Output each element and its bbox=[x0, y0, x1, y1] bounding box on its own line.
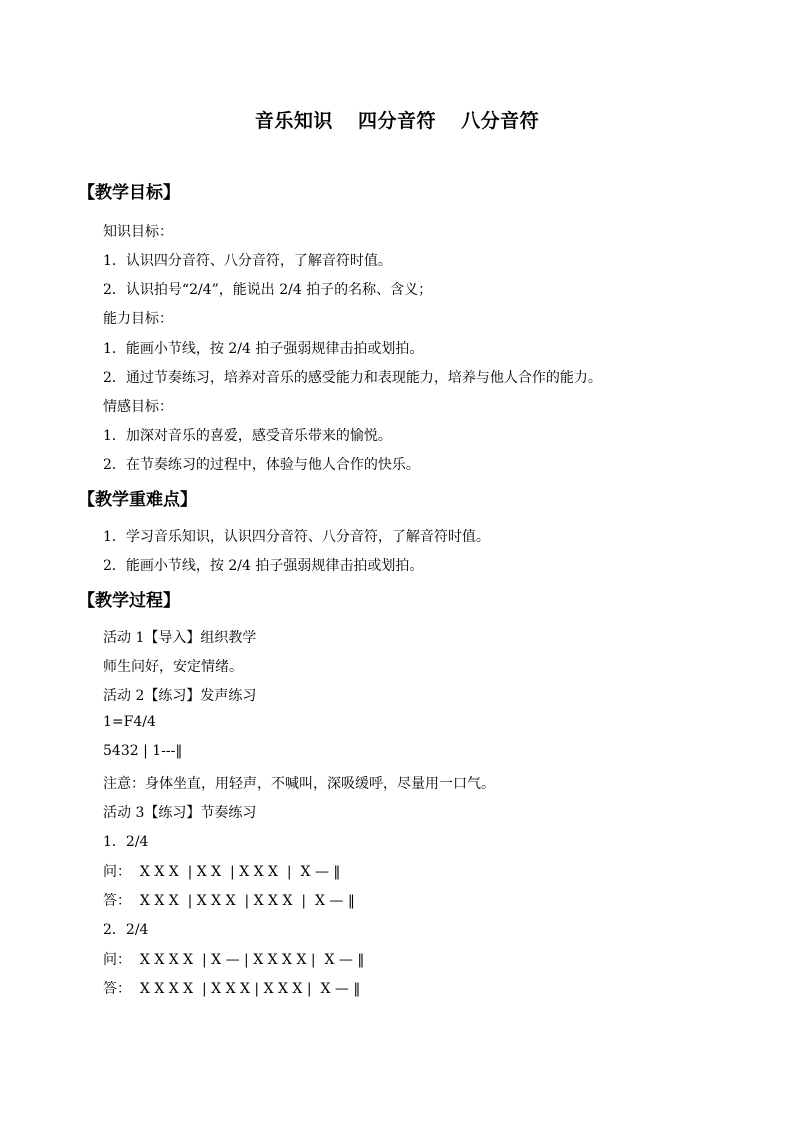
text-line: 1=F4/4 bbox=[103, 714, 156, 730]
text-line: 5432 | 1---‖ bbox=[103, 743, 183, 759]
text-line: 1．能画小节线，按 2/4 拍子强弱规律击拍或划拍。 bbox=[103, 341, 424, 357]
title-part: 四分音符 bbox=[357, 110, 436, 132]
rhythm-line: 答： X X X X | X X X | X X X | X — ‖ bbox=[103, 981, 361, 997]
text-line: 2．在节奏练习的过程中，体验与他人合作的快乐。 bbox=[103, 457, 420, 473]
title-part: 音乐知识 bbox=[254, 110, 333, 132]
section-heading-objectives: 【教学目标】 bbox=[78, 183, 180, 203]
rhythm-line: 答： X X X | X X X | X X X | X — ‖ bbox=[103, 893, 355, 909]
text-line: 能力目标： bbox=[103, 311, 173, 327]
text-line: 2．能画小节线，按 2/4 拍子强弱规律击拍或划拍。 bbox=[103, 558, 424, 574]
page-title bbox=[0, 106, 794, 133]
text-line: 师生问好，安定情绪。 bbox=[103, 659, 243, 675]
text-line: 活动 3【练习】节奏练习 bbox=[103, 805, 257, 821]
text-line: 1．学习音乐知识，认识四分音符、八分音符，了解音符时值。 bbox=[103, 529, 490, 545]
title-part: 八分音符 bbox=[461, 110, 540, 132]
text-line: 2．通过节奏练习，培养对音乐的感受能力和表现能力，培养与他人合作的能力。 bbox=[103, 370, 602, 386]
text-line: 知识目标： bbox=[103, 224, 173, 240]
text-line: 1．2/4 bbox=[103, 834, 149, 850]
section-heading-key-points: 【教学重难点】 bbox=[78, 490, 197, 510]
text-line: 注意：身体坐直，用轻声，不喊叫，深吸缓呼，尽量用一口气。 bbox=[103, 776, 495, 792]
rhythm-line: 问： X X X | X X | X X X | X — ‖ bbox=[103, 864, 341, 880]
text-line: 活动 1【导入】组织教学 bbox=[103, 630, 257, 646]
text-line: 2．认识拍号“2/4”，能说出 2/4 拍子的名称、含义； bbox=[103, 282, 433, 298]
text-line: 活动 2【练习】发声练习 bbox=[103, 688, 257, 704]
rhythm-line: 问： X X X X | X — | X X X X | X — ‖ bbox=[103, 952, 365, 968]
text-line: 2．2/4 bbox=[103, 922, 149, 938]
text-line: 情感目标： bbox=[103, 399, 173, 415]
text-line: 1．加深对音乐的喜爱，感受音乐带来的愉悦。 bbox=[103, 428, 392, 444]
text-line: 1．认识四分音符、八分音符，了解音符时值。 bbox=[103, 253, 392, 269]
section-heading-process: 【教学过程】 bbox=[78, 591, 180, 611]
